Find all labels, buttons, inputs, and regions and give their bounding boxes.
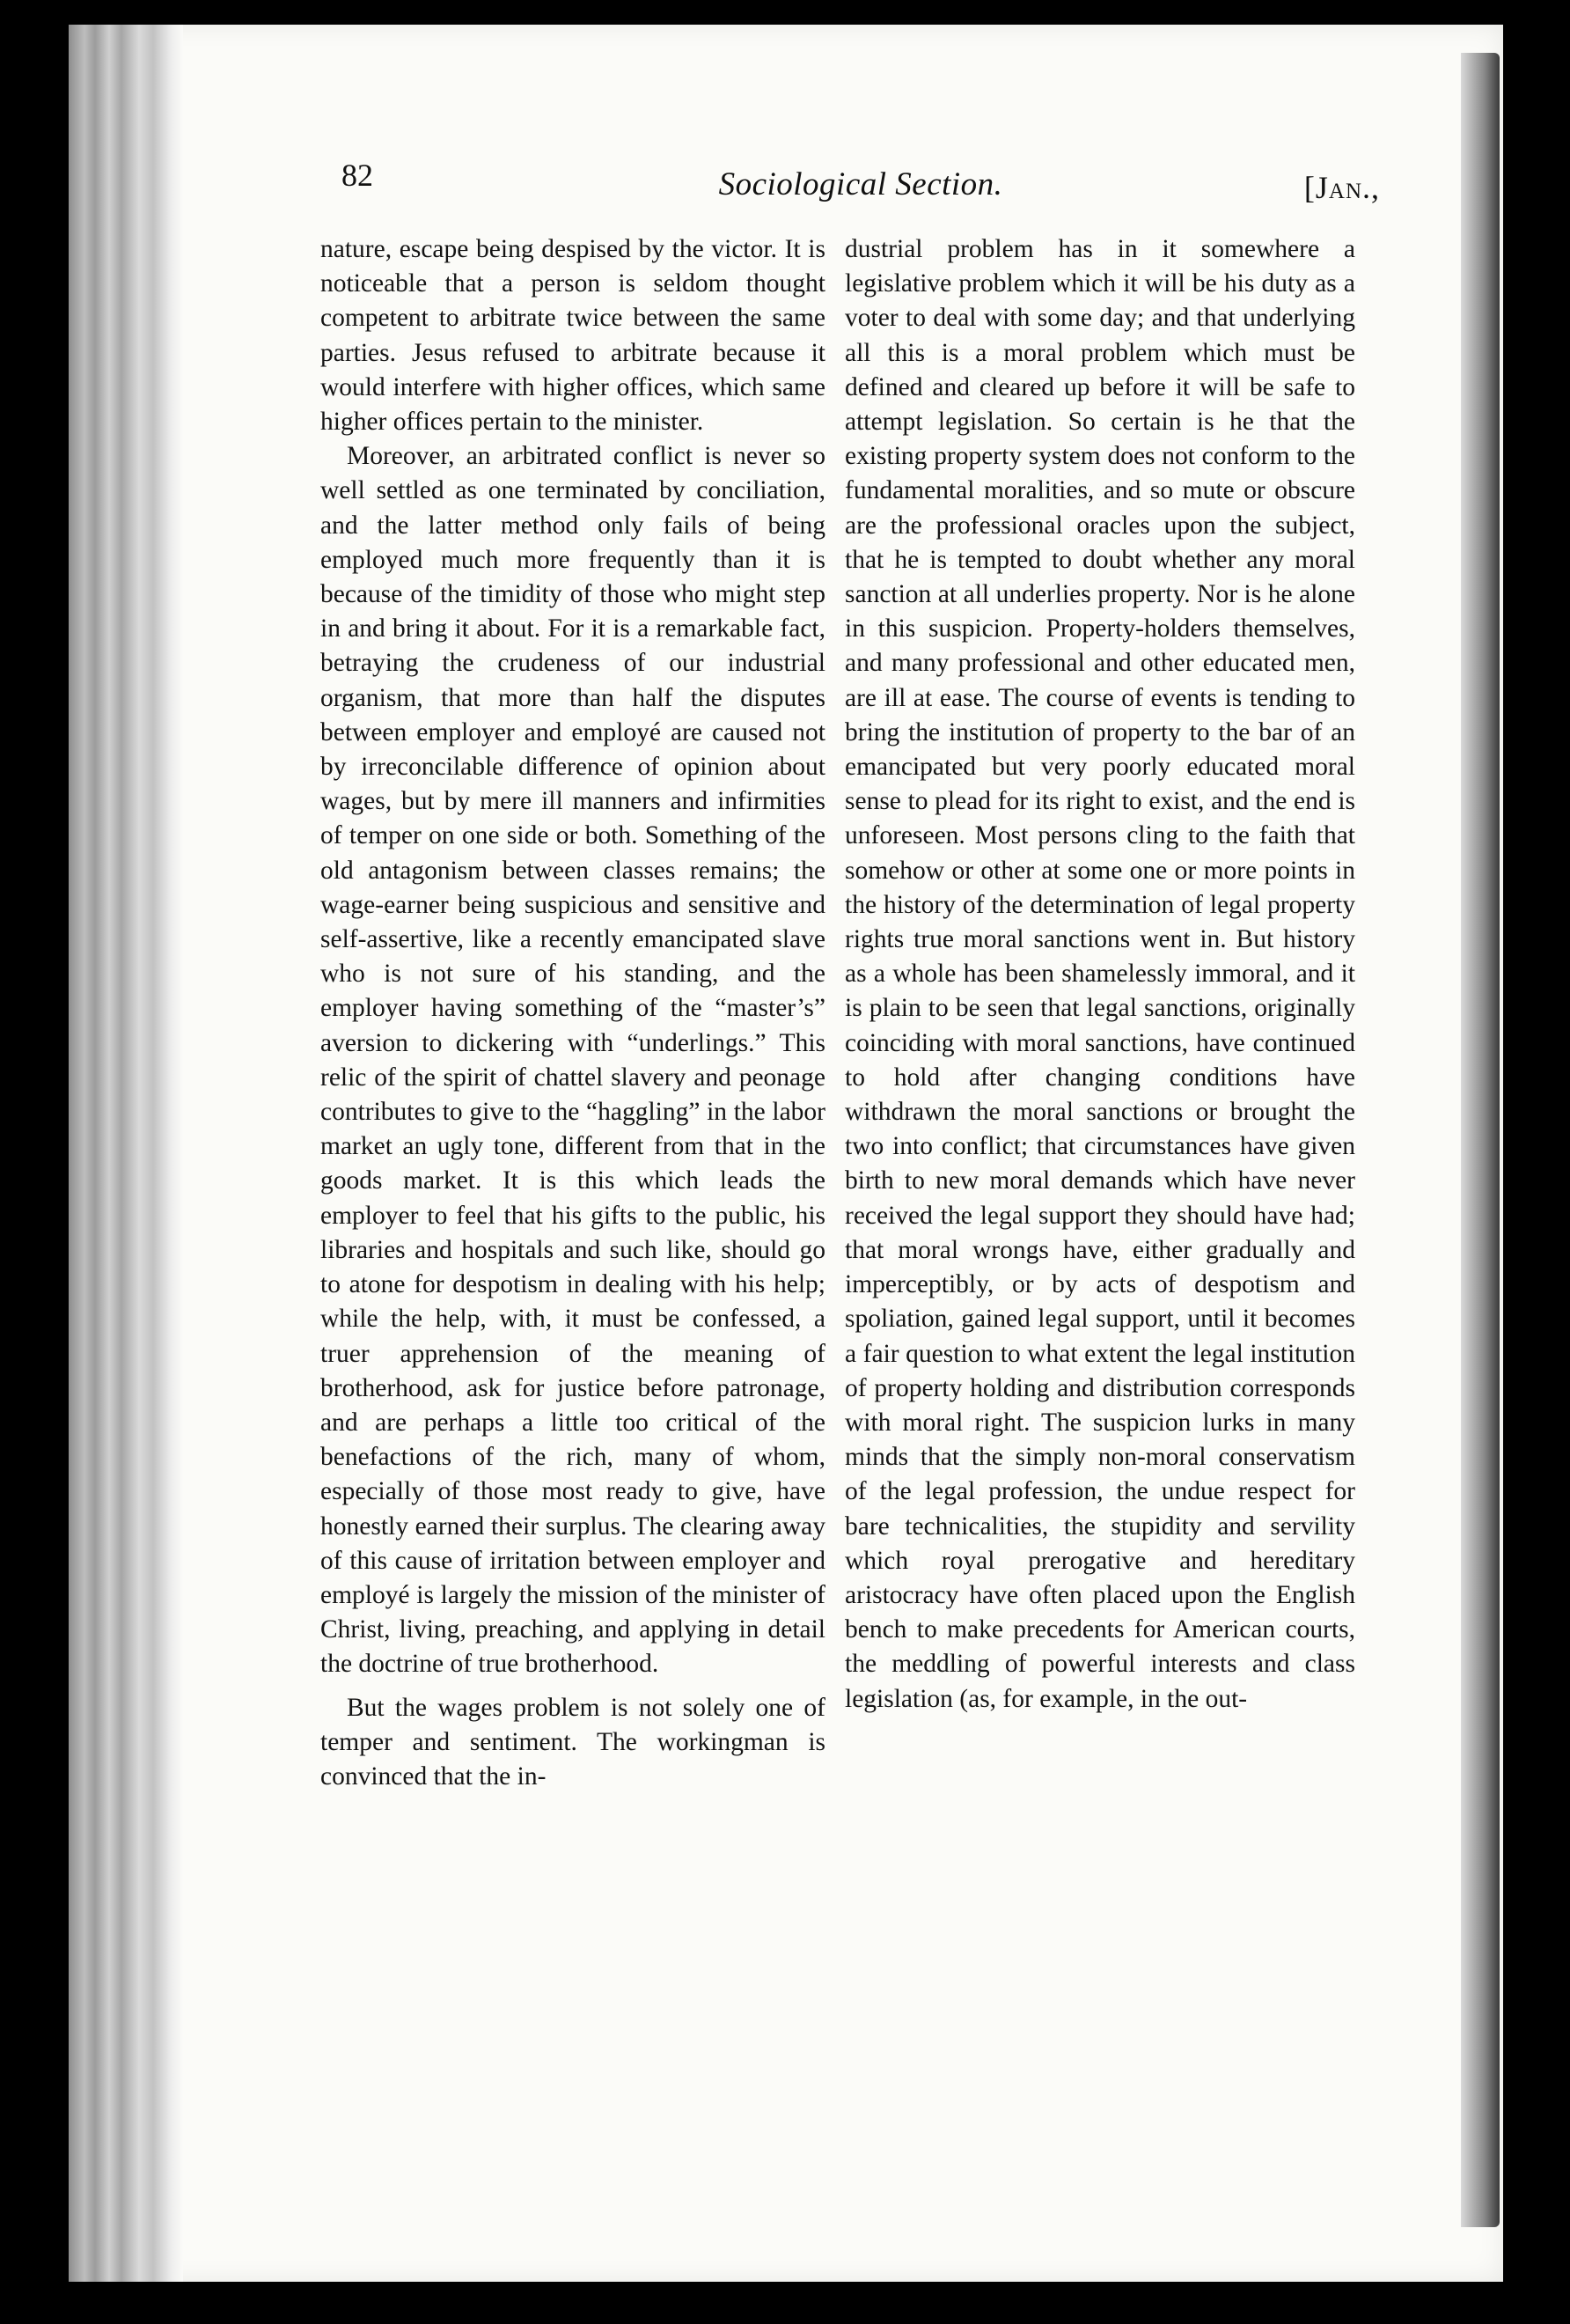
page-fore-edge: [1461, 53, 1500, 2227]
left-paragraph-1: nature, escape being despised by the victor. It is noticeable that a person is seldom thought competent to arbitrate twice between the same parties. Jesus refused to arbitrate because it would interfere with higher offices, which same higher offices pertain to the minister.: [320, 235, 825, 437]
section-title: Sociological Section.: [718, 166, 1003, 202]
issue-month: [Jan.,: [1303, 170, 1380, 205]
page-number: 82: [341, 158, 373, 193]
page-gutter-shadow: [69, 25, 183, 2282]
running-head: [341, 157, 1380, 210]
left-paragraph-3: But the wages problem is not solely one of temper and sentiment. The workingman is convinced that the in-: [320, 1693, 825, 1791]
left-column: [320, 232, 825, 1794]
right-column: [845, 232, 1355, 1717]
right-paragraph-1: dustrial problem has in it somewhere a legislative problem which it will be his duty as a voter to deal with some day; and that underlying all this is a moral problem which must be defined and cleared up before it will be safe to attempt legislation. So certain is he that the existing property system does not conform to the fundamental moralities, and so mute or obscure are the professional oracles upon the subject, that he is tempted to doubt whether any moral sanction at all underlies property. Nor is he alone in this suspicion. Property-holders themselves, and many professional and other educated men, are ill at ease. The course of events is tending to bring the institution of property to the bar of an emancipated but very poorly educated moral sense to plead for its right to exist, and the end is unforeseen. Most persons cling to the faith that somehow or other at some one or more points in the history of the determination of legal property rights true moral sanctions went in. But history as a whole has been shamelessly immoral, and it is plain to be seen that legal sanctions, originally coinciding with moral sanctions, have continued to hold after changing conditions have withdrawn the moral sanctions or brought the two into conflict; that circumstances have given birth to new moral demands which have never received the legal support they should have had; that moral wrongs have, either gradually and imperceptibly, or by acts of despotism and spoliation, gained legal support, until it becomes a fair question to what extent the legal institution of property holding and distribution corresponds with moral right. The suspicion lurks in many minds that the simply non-moral conservatism of the legal profession, the undue respect for bare technicalities, the stupidity and servility which royal prerogative and hereditary aristocracy have often placed upon the English bench to make precedents for American courts, the meddling of powerful interests and class legislation (as, for example, in the out-: [845, 235, 1355, 1713]
left-paragraph-2: Moreover, an arbitrated conflict is never so well settled as one terminated by conciliation, and the latter method only fails of being employed much more frequently than it is because of the timidity of those who might step in and bring it about. For it is a remarkable fact, betraying the crudeness of our industrial organism, that more than half the disputes between employer and employé are caused not by irreconcilable difference of opinion about wages, but by mere ill manners and infirmities of temper on one side or both. Something of the old antagonism between classes remains; the wage-earner being suspicious and sensitive and self-assertive, like a recently emancipated slave who is not sure of his standing, and the employer having something of the “master’s” aversion to dickering with “underlings.” This relic of the spirit of chattel slavery and peonage contributes to give to the “haggling” in the labor market an ugly tone, different from that in the goods market. It is this which leads the employer to feel that his gifts to the public, his libraries and hospitals and such like, should go to atone for despotism in dealing with his help; while the help, with, it must be confessed, a truer apprehension of the meaning of brotherhood, ask for justice before patronage, and are perhaps a little too critical of the benefactions of the rich, many of whom, especially of those most ready to give, have honestly earned their surplus. The clearing away of this cause of irritation between employer and employé is largely the mission of the minister of Christ, living, preaching, and applying in detail the doctrine of true brotherhood.: [320, 442, 825, 1679]
